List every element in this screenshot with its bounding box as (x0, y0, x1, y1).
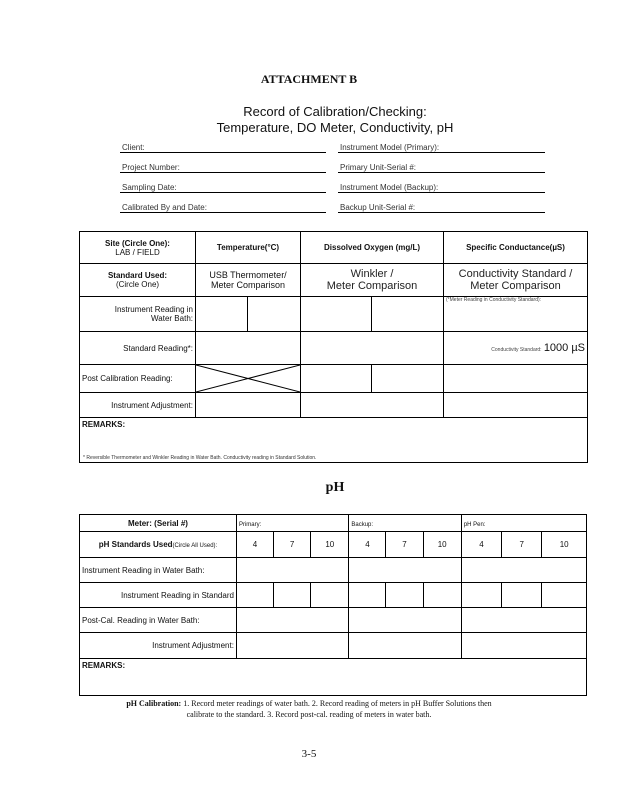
site-cell (80, 232, 196, 264)
title-line-2: Temperature, DO Meter, Conductivity, pH (216, 120, 454, 135)
do-standard[interactable] (301, 264, 444, 297)
backup-water-bath[interactable] (349, 558, 461, 583)
standard-used-cell (80, 264, 196, 297)
backup-serial-field[interactable] (338, 212, 545, 213)
circle-one-label: (Circle One) (115, 280, 160, 289)
buffer-backup-7[interactable]: 7 (386, 532, 423, 558)
conductivity-standard-option: Conductivity Standard / (458, 268, 573, 280)
meter-serial-label: Meter: (Serial #) (80, 515, 237, 532)
do-reading-primary[interactable] (301, 297, 372, 332)
ph-note-bold: pH Calibration: (126, 699, 182, 708)
cond-note: (*Meter Reading in Conductivity Standard): (446, 297, 542, 303)
temperature-header: Temperature(°C) (196, 232, 301, 264)
buffer-pen-7[interactable]: 7 (502, 532, 542, 558)
cond-reading-cell[interactable] (444, 297, 588, 332)
project-number-field[interactable] (120, 172, 326, 173)
std-reading-3[interactable] (311, 583, 349, 608)
buffer-backup-10[interactable]: 10 (423, 532, 461, 558)
backup-adjustment[interactable] (349, 633, 461, 659)
primary-water-bath[interactable] (236, 558, 348, 583)
instrument-adjustment-label: Instrument Adjustment: (80, 393, 196, 418)
primary-post-cal[interactable] (236, 608, 348, 633)
ph-standards-cell (80, 532, 237, 558)
site-options[interactable]: LAB / FIELD (115, 247, 160, 257)
std-reading-8[interactable] (502, 583, 542, 608)
footnote: * Reversible Thermometer and Winkler Reading in Water Bath. Conductivity reading in Standard Solution. (83, 455, 317, 461)
temp-reading-primary[interactable] (196, 297, 248, 332)
remarks-label: REMARKS: (82, 420, 126, 429)
usb-thermometer-option: USB Thermometer/ (209, 270, 287, 280)
temp-post-cal-crossed (196, 365, 301, 393)
cond-adjustment[interactable] (444, 393, 588, 418)
temp-adjustment[interactable] (196, 393, 301, 418)
site-label: Site (Circle One): (105, 238, 170, 248)
temperature-standard[interactable] (196, 264, 301, 297)
buffer-pen-4[interactable]: 4 (461, 532, 501, 558)
calibrated-by-field[interactable] (120, 212, 326, 213)
cond-post-cal[interactable] (444, 365, 588, 393)
water-bath-label: Water Bath: (151, 314, 193, 323)
ph-note-line2: calibrate to the standard. 3. Record post-cal. reading of meters in water bath. (186, 710, 432, 719)
do-reading-backup[interactable] (372, 297, 444, 332)
do-adjustment[interactable] (301, 393, 444, 418)
temp-standard-reading[interactable] (196, 332, 301, 365)
ph-note-text: 1. Record meter readings of water bath. 2. Record reading of meters in pH Buffer Solutions then (183, 699, 492, 708)
sampling-date-field[interactable] (120, 192, 326, 193)
page-number: 3-5 (301, 748, 317, 760)
buffer-backup-4[interactable]: 4 (349, 532, 386, 558)
dissolved-oxygen-header: Dissolved Oxygen (mg/L) (301, 232, 444, 264)
project-number-label: Project Number: (122, 163, 180, 172)
std-reading-7[interactable] (461, 583, 501, 608)
std-reading-1[interactable] (236, 583, 273, 608)
calibrated-by-label: Calibrated By and Date: (122, 203, 207, 212)
ph-standards-label: pH Standards Used (98, 540, 173, 549)
pen-water-bath[interactable] (461, 558, 586, 583)
conductivity-standard[interactable] (444, 264, 588, 297)
instrument-reading-cell (80, 297, 196, 332)
do-standard-reading[interactable] (301, 332, 444, 365)
std-reading-9[interactable] (542, 583, 587, 608)
specific-conductance-header: Specific Conductance(µS) (444, 232, 588, 264)
instrument-backup-field[interactable] (338, 192, 545, 193)
pen-adjustment[interactable] (461, 633, 586, 659)
instrument-backup-label: Instrument Model (Backup): (340, 183, 439, 192)
primary-serial-label: Primary Unit-Serial #: (340, 163, 417, 172)
standard-used-label: Standard Used: (107, 271, 168, 280)
ph-calibration-note (0, 698, 618, 720)
sampling-date-label: Sampling Date: (122, 183, 177, 192)
conductivity-prefix: Conductivity Standard: (491, 347, 542, 353)
reading-water-bath-label: Instrument Reading in Water Bath: (80, 558, 237, 583)
title-line-1: Record of Calibration/Checking: (243, 104, 427, 119)
winkler-option: Winkler / (350, 268, 394, 280)
ph-heading: pH (325, 480, 345, 495)
cond-meter-comparison-option: Meter Comparison (470, 280, 561, 292)
do-post-cal-backup[interactable] (372, 365, 444, 393)
ph-pen-serial-cell[interactable] (461, 515, 586, 532)
backup-label: Backup: (351, 521, 374, 528)
primary-label: Primary: (238, 521, 262, 528)
ph-table (79, 514, 587, 696)
circle-all-label: (Circle All Used): (172, 543, 218, 549)
attachment-heading: ATTACHMENT B (260, 72, 358, 86)
client-label: Client: (122, 143, 145, 152)
post-cal-label: Post Calibration Reading: (80, 365, 196, 393)
buffer-primary-7[interactable]: 7 (274, 532, 311, 558)
standard-reading-label: Standard Reading*: (80, 332, 196, 365)
buffer-primary-10[interactable]: 10 (311, 532, 349, 558)
do-post-cal-primary[interactable] (301, 365, 372, 393)
std-reading-6[interactable] (423, 583, 461, 608)
client-field[interactable] (120, 152, 326, 153)
std-reading-4[interactable] (349, 583, 386, 608)
std-reading-2[interactable] (274, 583, 311, 608)
backup-post-cal[interactable] (349, 608, 461, 633)
conductivity-value: 1000 µS (543, 342, 586, 354)
cross-out-mark (196, 365, 300, 392)
std-reading-5[interactable] (386, 583, 423, 608)
buffer-pen-10[interactable]: 10 (542, 532, 587, 558)
ph-remarks-label: REMARKS: (82, 661, 126, 670)
reading-standard-label: Instrument Reading in Standard (80, 583, 237, 608)
primary-serial-cell[interactable] (236, 515, 348, 532)
remarks-cell[interactable] (80, 418, 588, 463)
temp-reading-backup[interactable] (248, 297, 301, 332)
temp-meter-comparison-option: Meter Comparison (210, 280, 286, 290)
pen-post-cal[interactable] (461, 608, 586, 633)
primary-serial-field[interactable] (338, 172, 545, 173)
backup-serial-label: Backup Unit-Serial #: (340, 203, 416, 212)
ph-pen-label: pH Pen: (463, 521, 486, 528)
do-meter-comparison-option: Meter Comparison (326, 280, 418, 292)
primary-adjustment[interactable] (236, 633, 348, 659)
instrument-reading-label: Instrument Reading in (114, 305, 193, 314)
instrument-primary-label: Instrument Model (Primary): (340, 143, 440, 152)
backup-serial-cell[interactable] (349, 515, 461, 532)
cond-standard-reading[interactable] (444, 332, 588, 365)
buffer-primary-4[interactable]: 4 (236, 532, 273, 558)
calibration-table (79, 231, 588, 463)
ph-adjustment-label: Instrument Adjustment: (80, 633, 237, 659)
instrument-primary-field[interactable] (338, 152, 545, 153)
post-cal-water-bath-label: Post-Cal. Reading in Water Bath: (80, 608, 237, 633)
ph-remarks-cell[interactable] (80, 659, 587, 696)
